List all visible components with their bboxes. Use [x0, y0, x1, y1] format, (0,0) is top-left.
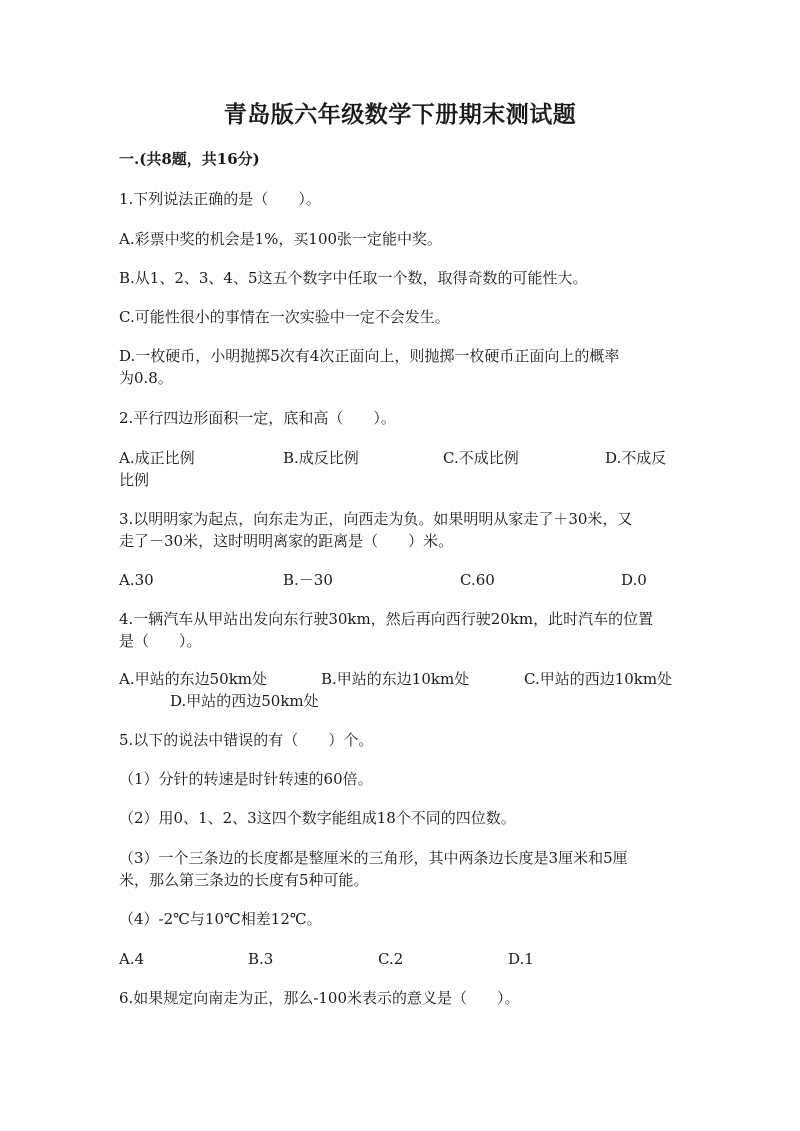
question-4-stem-line2: 是（ ）。	[119, 632, 202, 650]
question-5-statement-1: （1）分针的转速是时针转速的60倍。	[119, 770, 373, 788]
question-1-option-b: B.从1、2、3、4、5这五个数字中任取一个数，取得奇数的可能性大。	[119, 269, 588, 287]
question-5-option-c: C.2	[378, 950, 404, 968]
question-5-option-b: B.3	[248, 950, 274, 968]
question-4-stem-line1: 4.一辆汽车从甲站出发向东行驶30km，然后再向西行驶20km，此时汽车的位置	[119, 610, 654, 628]
question-2-option-b: B.成反比例	[283, 449, 359, 467]
question-1-stem: 1.下列说法正确的是（ ）。	[119, 190, 321, 208]
question-1-option-d-line2: 为0.8。	[119, 369, 173, 387]
question-3-stem-line2: 走了－30米，这时明明离家的距离是（ ）米。	[119, 532, 454, 550]
question-3-stem-line1: 3.以明明家为起点，向东走为正，向西走为负。如果明明从家走了＋30米，又	[119, 510, 633, 528]
page-title: 青岛版六年级数学下册期末测试题	[223, 101, 577, 128]
question-5-option-d: D.1	[508, 950, 534, 968]
question-2-stem: 2.平行四边形面积一定，底和高（ ）。	[119, 409, 396, 427]
question-1-option-d-line1: D.一枚硬币，小明抛掷5次有4次正面向上，则抛掷一枚硬币正面向上的概率	[119, 347, 620, 365]
question-5-statement-3-line1: （3）一个三条边的长度都是整厘米的三角形，其中两条边长度是3厘米和5厘	[119, 849, 628, 867]
question-5-statement-2: （2）用0、1、2、3这四个数字能组成18个不同的四位数。	[119, 809, 516, 827]
question-1-option-a: A.彩票中奖的机会是1%，买100张一定能中奖。	[119, 230, 443, 248]
question-3-option-c: C.60	[460, 571, 495, 589]
question-3-option-d: D.0	[621, 571, 647, 589]
question-5-stem: 5.以下的说法中错误的有（ ）个。	[119, 731, 374, 749]
question-1-option-c: C.可能性很小的事情在一次实验中一定不会发生。	[119, 308, 450, 326]
question-4-option-d: D.甲站的西边50km处	[170, 692, 319, 710]
question-5-statement-4: （4）-2℃与10℃相差12℃。	[119, 910, 322, 928]
question-4-option-c: C.甲站的西边10km处	[524, 670, 673, 688]
question-4-option-b: B.甲站的东边10km处	[321, 670, 470, 688]
question-5-option-a: A.4	[119, 950, 145, 968]
question-3-option-b: B.－30	[283, 571, 333, 589]
question-3-option-a: A.30	[119, 571, 154, 589]
question-2-option-a: A.成正比例	[119, 449, 195, 467]
question-5-statement-3-line2: 米，那么第三条边的长度有5种可能。	[119, 871, 369, 889]
question-6-stem: 6.如果规定向南走为正，那么-100米表示的意义是（ ）。	[119, 989, 520, 1007]
question-2-option-c: C.不成比例	[443, 449, 519, 467]
question-2-option-d: D.不成反	[605, 449, 667, 467]
question-4-option-a: A.甲站的东边50km处	[119, 670, 268, 688]
question-2-option-d-wrap: 比例	[119, 471, 150, 489]
section-heading: 一.(共8题，共16分)	[119, 150, 260, 168]
